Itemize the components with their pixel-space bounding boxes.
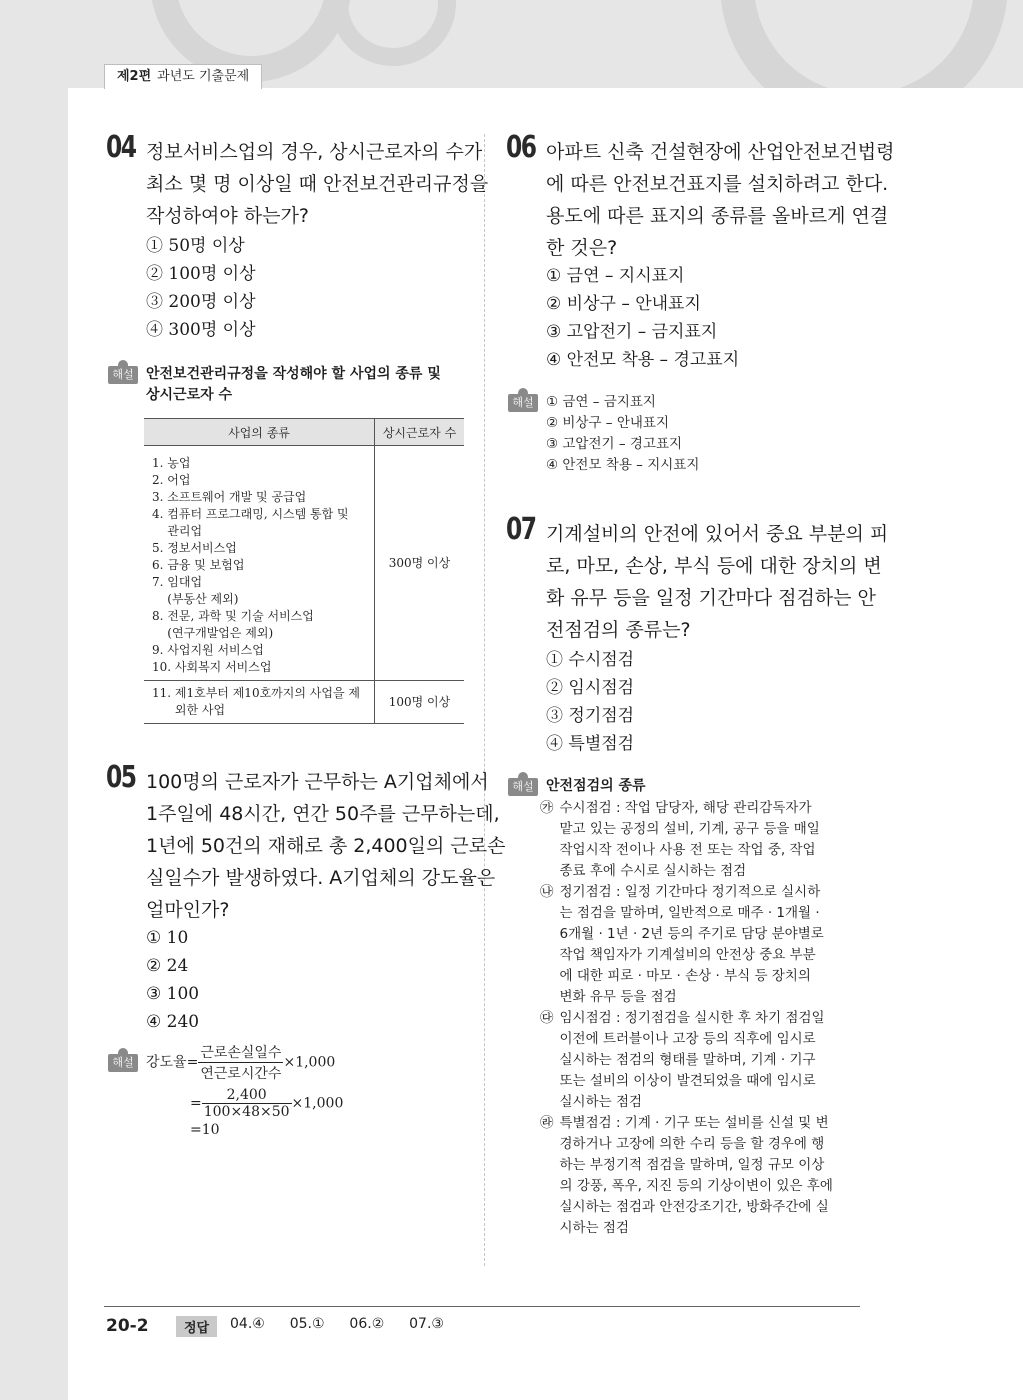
explanation-line: 에 대한 피로 · 마모 · 손상 · 부식 등 장치의 [559,968,811,984]
item-marker: ㉰ [540,1010,554,1026]
explanation-line: 의 강풍, 폭우, 지진 등의 기상이변이 있은 후에 [559,1178,833,1194]
question-line: 아파트 신축 건설현장에 산업안전보건법령 [546,141,895,163]
explanation-line: 작업 책임자가 기계설비의 안전상 중요 부분 [559,947,816,963]
table-row [144,446,464,681]
formula-multiplier: ×1,000 [283,1054,336,1071]
answer-label: 정답 [176,1316,217,1337]
explanation-line: 실시하는 점검의 형태를 말하며, 기계 · 기구 [559,1052,816,1068]
option-4: ④ 300명 이상 [146,320,256,340]
column-divider [484,134,485,1266]
inspection-item [540,798,866,882]
explanation-line: 수시점검 : 작업 담당자, 해당 관리감독자가 [559,800,812,816]
question-line: 1주일에 48시간, 연간 50주를 근무하는데, [146,803,500,825]
explanation-line: 하는 부정기적 점검을 말하며, 일정 규모 이상 [559,1157,825,1173]
question-line: 작성하여야 하는가? [146,205,309,227]
business-item: 4. 컴퓨터 프로그래밍, 시스템 통합 및 [152,506,349,521]
gear-decoration [720,0,1008,88]
explanation-line: 실시하는 점검과 안전강조기간, 방화주간에 실 [559,1199,829,1215]
explanation-line: 작업시작 전이나 사용 전 또는 작업 중, 작업 [559,842,816,858]
question-line: 100명의 근로자가 근무하는 A기업체에서 [146,771,489,793]
formula-result: =10 [190,1122,220,1138]
explanation-line: ① 금연 – 금지표지 [546,394,656,410]
business-item: 3. 소프트웨어 개발 및 공급업 [152,489,307,504]
option-1: ① 10 [146,928,189,948]
explanation-line: 는 점검을 말하며, 일반적으로 매주 · 1개월 · [559,905,820,921]
formula-fraction [202,1087,292,1120]
question-line: 실일수가 발생하였다. A기업체의 강도율은 [146,867,496,889]
question-line: 정보서비스업의 경우, 상시근로자의 수가 [146,141,483,163]
explanation-title: 안전점검의 종류 [546,778,646,794]
options-list [546,646,634,758]
fraction-numerator: 2,400 [202,1087,292,1104]
question-text [146,766,505,926]
question-line: 최소 몇 명 이상일 때 안전보건관리규정을 [146,173,489,195]
option-4: ④ 240 [146,1012,200,1032]
option-1: ① 금연 – 지시표지 [546,266,685,286]
option-4: ④ 안전모 착용 – 경고표지 [546,350,740,370]
question-line: 1년에 50건의 재해로 총 2,400일의 근로손 [146,835,506,857]
option-1: ① 수시점검 [546,650,635,670]
question-text [546,136,895,264]
question-line: 한 것은? [546,237,618,259]
question-number: 04 [106,130,136,165]
table-header-type: 사업의 종류 [144,419,375,446]
severity-formula [146,1042,343,1138]
business-item: 6. 금융 및 보험업 [152,557,245,572]
explanation-line: 특별점검 : 기계 · 기구 또는 설비를 신설 및 변 [559,1115,829,1131]
explanation-title [146,364,441,406]
explanation-line: 임시점검 : 정기점검을 실시한 후 차기 점검일 [559,1010,825,1026]
option-3: ③ 고압전기 – 금지표지 [546,322,718,342]
business-item: 7. 임대업 [152,574,203,589]
section-tab [104,64,262,89]
explanation-badge: 해설 [108,366,138,384]
question-line: 로, 마모, 손상, 부식 등에 대한 장치의 변 [546,555,882,577]
explanation-line: 또는 설비의 이상이 발견되었을 때에 임시로 [559,1073,816,1089]
question-line: 화 유무 등을 일정 기간마다 점검하는 안 [546,587,876,609]
question-line: 용도에 따른 표지의 종류를 올바르게 연결 [546,205,889,227]
question-text [146,136,488,232]
business-item: 8. 전문, 과학 및 기술 서비스업 [152,608,314,623]
explanation-text [546,392,699,476]
gear-decoration [330,0,456,66]
footer-rule [104,1306,860,1307]
explanation-line: 이전에 트러블이나 고장 등의 직후에 임시로 [559,1031,816,1047]
option-2: ② 24 [146,956,189,976]
explanation-line: 경하거나 고장에 의한 수리 등을 할 경우에 행 [559,1136,825,1152]
formula-lhs: 강도율= [146,1054,199,1071]
business-item: 9. 사업지원 서비스업 [152,642,264,657]
table-header-count: 상시근로자 수 [375,419,465,446]
question-line: 에 따른 안전보건표지를 설치하려고 한다. [546,173,889,195]
business-item: 외한 사업 [152,703,226,717]
fraction-denominator: 연근로시간수 [200,1066,282,1082]
business-item: (연구개발업은 제외) [152,625,274,640]
explanation-line: 맡고 있는 공정의 설비, 기계, 공구 등을 매일 [559,821,820,837]
explanation-line: ④ 안전모 착용 – 지시표지 [546,457,700,473]
business-item: 1. 농업 [152,455,191,470]
formula-line-1 [146,1042,343,1083]
formula-equals: = [190,1095,202,1112]
explanation-line: 6개월 · 1년 · 2년 등의 주기로 담당 분야별로 [559,926,824,942]
option-2: ② 비상구 – 안내표지 [546,294,701,314]
question-number: 05 [106,760,136,795]
business-item: 5. 정보서비스업 [152,540,237,555]
formula-line-2 [146,1087,343,1120]
question-number: 07 [506,512,536,547]
option-3: ③ 정기점검 [546,706,635,726]
table-header-row [144,419,464,446]
explanation-line: 변화 유무 등을 점검 [559,989,677,1005]
item-marker: ㉯ [540,884,554,900]
table-row [144,681,464,724]
question-line: 기계설비의 안전에 있어서 중요 부분의 피 [546,523,889,545]
question-number: 06 [506,130,536,165]
option-2: ② 임시점검 [546,678,635,698]
inspection-item [540,882,866,1008]
part-label: 제2편 [117,69,152,84]
option-2: ② 100명 이상 [146,264,256,284]
inspection-item [540,1113,866,1239]
fraction-denominator: 100×48×50 [203,1104,290,1120]
inspection-item [540,1008,866,1113]
item-marker: ㉱ [540,1115,554,1131]
explanation-line: 종료 후에 수시로 실시하는 점검 [559,863,747,879]
business-item: 11. 제1호부터 제10호까지의 사업을 제 [152,686,360,700]
explanation-line: ③ 고압전기 – 경고표지 [546,436,683,452]
part-title: 과년도 기출문제 [157,69,250,84]
explanation-line: 정기점검 : 일정 기간마다 정기적으로 실시하 [559,884,821,900]
explanation-line: 시하는 점검 [559,1220,629,1236]
explanation-line: 실시하는 점검 [559,1094,643,1110]
business-list [144,446,375,681]
explanation-title-line: 상시근로자 수 [146,387,233,403]
answer-key: 04.④ 05.① 06.② 07.③ [230,1316,444,1332]
question-line: 얼마인가? [146,899,230,921]
explanation-line: ② 비상구 – 안내표지 [546,415,670,431]
business-item: 10. 사회복지 서비스업 [152,659,272,674]
business-item: 2. 어업 [152,472,191,487]
explanation-text [540,798,866,1239]
options-list [146,924,199,1036]
option-4: ④ 특별점검 [546,734,635,754]
item-marker: ㉮ [540,800,554,816]
worker-count: 300명 이상 [388,555,451,570]
question-text [546,518,888,646]
business-list [144,681,375,724]
explanation-title-line: 안전보건관리규정을 작성해야 할 사업의 종류 및 [146,366,441,382]
fraction-numerator: 근로손실일수 [198,1042,283,1063]
business-item: 관리업 [152,523,203,538]
option-3: ③ 100 [146,984,200,1004]
options-list [146,232,256,344]
option-3: ③ 200명 이상 [146,292,256,312]
question-line: 전점검의 종류는? [546,619,691,641]
options-list [546,262,739,374]
worker-count: 100명 이상 [375,681,465,724]
formula-multiplier: ×1,000 [291,1095,344,1112]
business-item: (부동산 제외) [152,591,239,606]
explanation-badge: 해설 [508,394,538,412]
option-1: ① 50명 이상 [146,236,245,256]
business-type-table [144,418,464,724]
formula-fraction [198,1042,283,1083]
explanation-badge: 해설 [508,778,538,796]
left-margin-band [0,0,68,1400]
page-number: 20-2 [106,1316,149,1336]
explanation-badge: 해설 [108,1054,138,1072]
